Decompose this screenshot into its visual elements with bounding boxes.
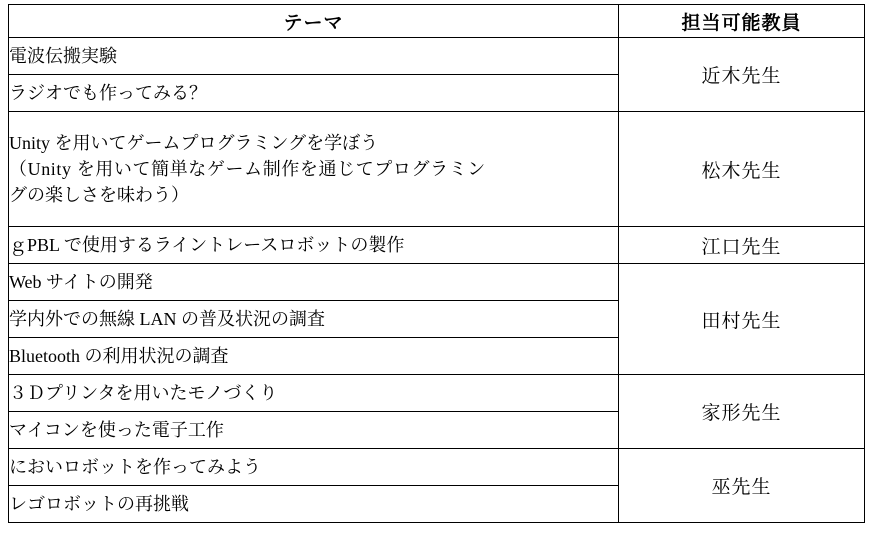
theme-cell (9, 375, 619, 412)
column-header-theme: テーマ (9, 5, 619, 38)
theme-line: グの楽しさを味わう） (9, 185, 189, 206)
teacher-cell: 巫先生 (619, 449, 865, 523)
table-row (9, 227, 865, 264)
theme-teacher-table (8, 4, 865, 523)
theme-line: （Unity を用いて簡単なゲーム制作を通じてプログラミン (9, 158, 486, 179)
theme-line: においロボットを作ってみよう (9, 456, 261, 477)
table-row (9, 38, 865, 75)
theme-cell (9, 486, 619, 523)
table-header (9, 5, 865, 38)
theme-cell (9, 112, 619, 227)
theme-cell (9, 75, 619, 112)
theme-cell (9, 449, 619, 486)
teacher-cell: 田村先生 (619, 264, 865, 375)
teacher-cell: 松木先生 (619, 112, 865, 227)
theme-cell (9, 301, 619, 338)
theme-line: ３Ｄプリンタを用いたモノづくり (9, 382, 278, 403)
document-page (0, 4, 872, 554)
teacher-cell: 家形先生 (619, 375, 865, 449)
theme-line: Web サイトの開発 (9, 271, 153, 292)
theme-cell (9, 264, 619, 301)
theme-line: 学内外での無線 LAN の普及状況の調査 (9, 308, 325, 329)
theme-line: 電波伝搬実験 (9, 45, 117, 66)
teacher-cell: 近木先生 (619, 38, 865, 112)
theme-line: Unity を用いてゲームプログラミングを学ぼう (9, 132, 379, 153)
table-row (9, 264, 865, 301)
table-row (9, 112, 865, 227)
theme-cell (9, 412, 619, 449)
column-header-teacher: 担当可能教員 (619, 5, 865, 38)
theme-cell (9, 227, 619, 264)
theme-line: ラジオでも作ってみる？ (9, 82, 207, 103)
table-row (9, 449, 865, 486)
theme-line: Bluetooth の利用状況の調査 (9, 345, 229, 366)
teacher-cell: 江口先生 (619, 227, 865, 264)
table-row (9, 375, 865, 412)
theme-cell (9, 338, 619, 375)
theme-line: レゴロボットの再挑戦 (9, 493, 189, 514)
theme-cell (9, 38, 619, 75)
theme-line: ｇPBL で使用するライントレースロボットの製作 (9, 234, 405, 255)
table-body (9, 38, 865, 523)
table-header-row (9, 5, 865, 38)
theme-line: マイコンを使った電子工作 (9, 419, 224, 440)
